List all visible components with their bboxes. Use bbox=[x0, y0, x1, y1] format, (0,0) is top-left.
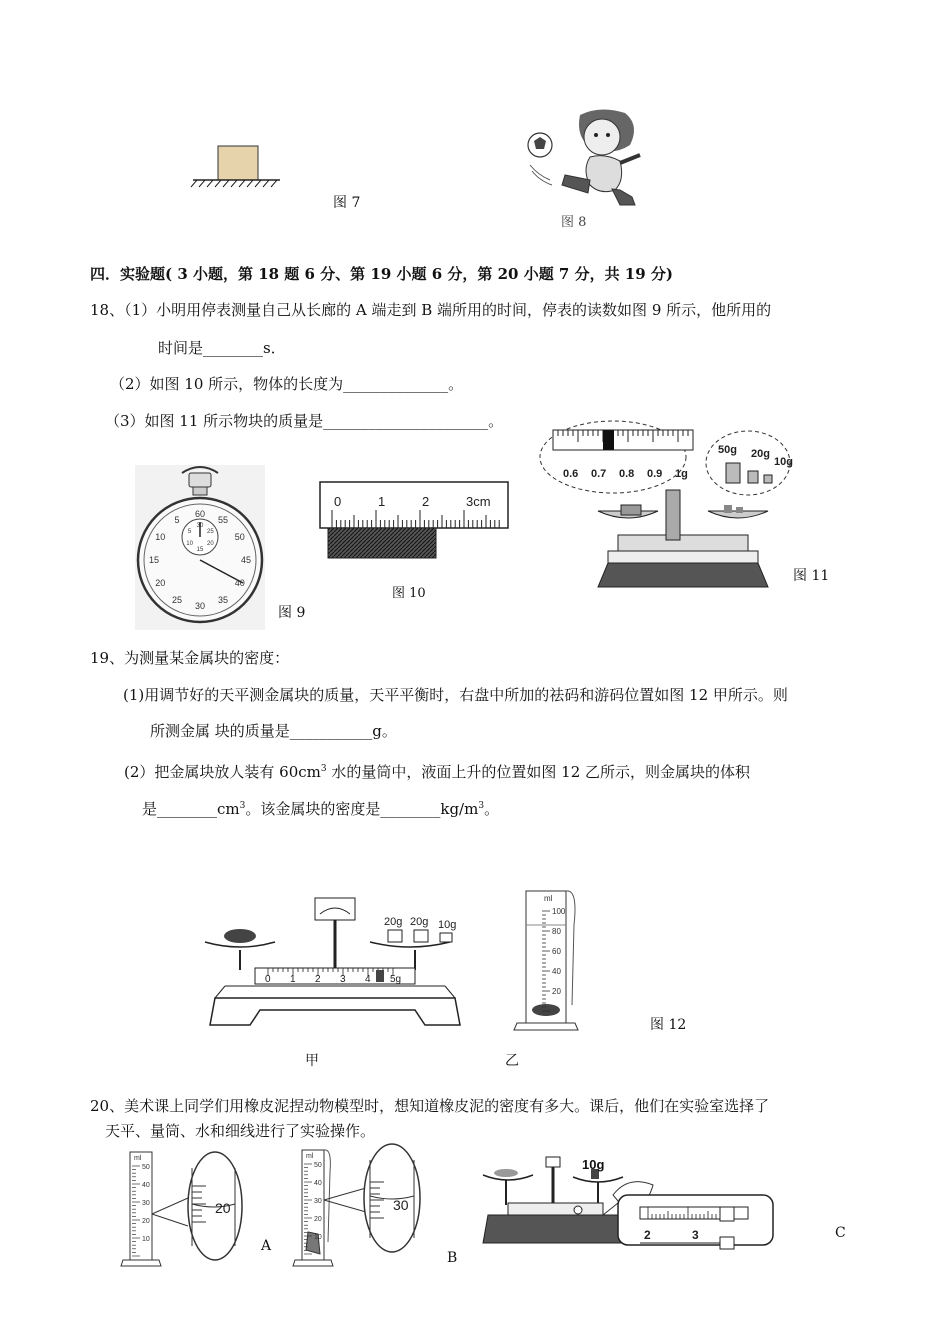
figure-b-cylinder bbox=[290, 1142, 425, 1270]
stopwatch-label: 55 bbox=[217, 515, 229, 526]
cylinder-label: 40 bbox=[314, 1180, 322, 1187]
figure-12-balance bbox=[200, 890, 470, 1030]
weight-label: 20g bbox=[384, 916, 403, 928]
stopwatch-inner-label: 25 bbox=[207, 529, 214, 535]
stopwatch-label: 40 bbox=[234, 578, 245, 588]
stopwatch-inner-label: 5 bbox=[187, 529, 192, 535]
figure-12-jia-label: 甲 bbox=[305, 1053, 319, 1069]
weight-label: 10g bbox=[438, 919, 457, 931]
balance-label: 3 bbox=[340, 974, 346, 985]
cylinder-label: 80 bbox=[552, 927, 561, 936]
balance-label: 2 bbox=[315, 974, 321, 985]
weight-label: 20g bbox=[410, 916, 429, 928]
ruler-label: 3cm bbox=[466, 494, 491, 509]
stopwatch-label: 5 bbox=[174, 515, 180, 526]
cylinder-unit: ml bbox=[306, 1153, 314, 1160]
weight-label: 20g bbox=[751, 448, 770, 460]
figure-b-zoom-value: 30 bbox=[393, 1197, 409, 1213]
cylinder-label: 40 bbox=[552, 967, 561, 976]
q19-line3: 所测金属 块的质量是___________g。 bbox=[150, 722, 397, 740]
cylinder-label: 30 bbox=[314, 1198, 322, 1205]
scale-label: 1g bbox=[675, 468, 688, 480]
weight-label: 50g bbox=[718, 444, 737, 456]
cylinder-label: 20 bbox=[552, 987, 561, 996]
q19-line1: 19、为测量某金属块的密度： bbox=[90, 649, 290, 667]
stopwatch-label: 50 bbox=[234, 532, 245, 542]
rider-label: 2 bbox=[644, 1228, 651, 1242]
figure-a-label: A bbox=[261, 1238, 272, 1254]
figure-11-caption: 图 11 bbox=[793, 568, 830, 584]
q19-line5: 是$\_\_\_\_\_\_\_\_cm^3$。该金属块的密度是$\_\_\_\_\_\_\_\_kg/m^3$。 bbox=[142, 800, 500, 818]
figure-a-cylinder bbox=[120, 1148, 245, 1270]
stopwatch-label: 45 bbox=[240, 555, 252, 565]
scale-label: 0.9 bbox=[647, 468, 663, 480]
cylinder-label: 20 bbox=[142, 1218, 150, 1225]
scale-label: 0.8 bbox=[619, 468, 635, 480]
figure-8-caption: 图 8 bbox=[561, 215, 587, 230]
q20-line2: 天平、量筒、水和细线进行了实验操作。 bbox=[105, 1122, 376, 1140]
q20-line1: 20、美术课上同学们用橡皮泥捏动物模型时，想知道橡皮泥的密度有多大。课后，他们在实验室选择了 bbox=[90, 1097, 770, 1115]
scale-label: 0.6 bbox=[563, 468, 579, 480]
stopwatch-label: 30 bbox=[194, 601, 206, 611]
balance-label: 4 bbox=[365, 974, 371, 985]
figure-7-caption: 图 7 bbox=[333, 195, 361, 211]
stopwatch-label: 15 bbox=[148, 555, 160, 565]
cylinder-label: 50 bbox=[142, 1164, 150, 1171]
figure-11-balance bbox=[538, 415, 793, 595]
cylinder-label: 100 bbox=[552, 907, 566, 916]
figure-c-weight-label: 10g bbox=[582, 1157, 605, 1172]
rider-label: 3 bbox=[692, 1228, 699, 1242]
stopwatch-inner-label: 30 bbox=[196, 523, 204, 529]
stopwatch-label: 20 bbox=[155, 578, 166, 588]
figure-12-caption: 图 12 bbox=[650, 1017, 687, 1033]
figure-9-stopwatch bbox=[135, 465, 265, 630]
figure-a-zoom-value: 20 bbox=[215, 1200, 231, 1216]
balance-label: 5g bbox=[390, 974, 402, 985]
balance-label: 1 bbox=[290, 974, 296, 985]
stopwatch-inner-label: 15 bbox=[196, 547, 204, 553]
q19-line2: (1)用调节好的天平测金属块的质量，天平平衡时，右盘中所加的祛码和游码位置如图 12 甲所示。则 bbox=[123, 686, 788, 704]
figure-c-balance bbox=[478, 1155, 783, 1255]
q18-line3: （2）如图 10 所示，物体的长度为______________。 bbox=[110, 375, 464, 393]
cylinder-label: 30 bbox=[142, 1200, 150, 1207]
stopwatch-label: 35 bbox=[217, 594, 229, 605]
ruler-label: 0 bbox=[334, 494, 342, 509]
q18-line1: 18、（1）小明用停表测量自己从长廊的 A 端走到 B 端所用的时间，停表的读数如图 9 所示，他所用的 bbox=[90, 301, 772, 319]
cylinder-unit: ml bbox=[134, 1155, 142, 1162]
balance-label: 0 bbox=[265, 974, 271, 985]
cylinder-label: 20 bbox=[314, 1216, 322, 1223]
figure-b-label: B bbox=[447, 1250, 458, 1266]
stopwatch-inner-label: 20 bbox=[207, 541, 214, 547]
figure-9-caption: 图 9 bbox=[278, 605, 306, 621]
scale-label: 0.7 bbox=[591, 468, 607, 480]
q18-line4: （3）如图 11 所示物块的质量是______________________。 bbox=[105, 412, 504, 430]
stopwatch-inner-label: 10 bbox=[186, 541, 193, 547]
figure-12-yi-label: 乙 bbox=[505, 1053, 519, 1069]
cylinder-label: 10 bbox=[142, 1236, 150, 1243]
ruler-label: 2 bbox=[422, 494, 430, 509]
stopwatch-label: 10 bbox=[155, 532, 166, 542]
section-heading: 四．实验题( 3 小题，第 18 题 6 分、第 19 小题 6 分，第 20 小题 7 分，共 19 分) bbox=[90, 265, 673, 283]
ruler-label: 1 bbox=[378, 494, 386, 509]
figure-12-cylinder bbox=[512, 885, 582, 1033]
stopwatch-label: 60 bbox=[194, 509, 206, 519]
figure-7-block bbox=[185, 140, 285, 190]
cylinder-unit: ml bbox=[544, 894, 553, 903]
weight-label: 10g bbox=[774, 456, 793, 468]
cylinder-label: 50 bbox=[314, 1162, 322, 1169]
q19-line4: (2）把金属块放人装有 $60cm^3$ 水的量筒中，液面上升的位置如图 12 乙所示，则金属块的体积 bbox=[124, 763, 751, 781]
figure-8-cartoon bbox=[520, 105, 650, 215]
figure-10-ruler bbox=[318, 480, 510, 565]
stopwatch-label: 25 bbox=[171, 594, 183, 605]
figure-10-caption: 图 10 bbox=[392, 586, 426, 601]
cylinder-label: 40 bbox=[142, 1182, 150, 1189]
q18-line2: 时间是________s． bbox=[158, 339, 286, 357]
cylinder-label: 10 bbox=[314, 1234, 322, 1241]
cylinder-label: 60 bbox=[552, 947, 561, 956]
figure-c-label: C bbox=[835, 1225, 846, 1241]
